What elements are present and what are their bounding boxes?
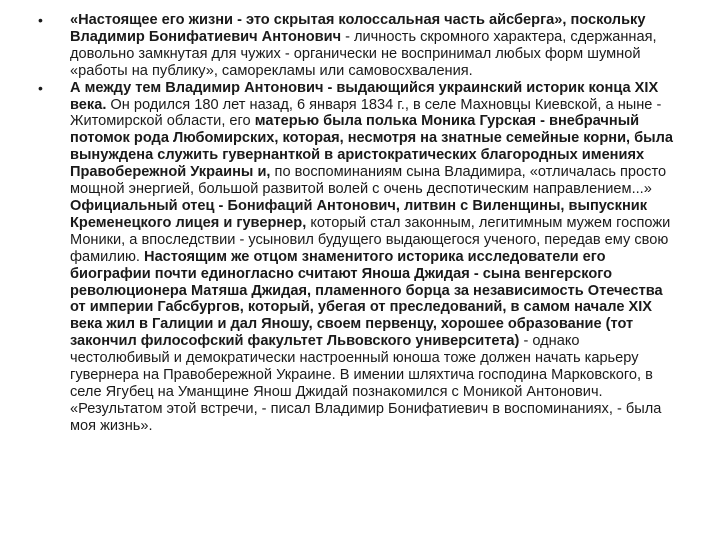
bold-text: «Настоящее его жизни - это скрытая колоссальная часть айсберга», поскольку Владимир Бонифатиевич Антонович — [70, 12, 646, 45]
bullet-item — [38, 80, 682, 435]
plain-text: - однако честолюбивый и демократически настроенный юноша тоже должен начать карьеру гувернера на Правобережной Украине. В имении шляхтича господина Марковского, в селе Ягубец на Уманщине Янош Джидай познакомился с Моникой Антонович. «Результатом этой встречи, - писал Владимир Бонифатиевич в воспоминаниях, - была моя жизнь». — [70, 333, 662, 434]
bullet-icon: • — [38, 12, 43, 28]
bold-text: Настоящим же отцом знаменитого историка исследователи его биографии почти единогласно считают Яноша Джидая - сына венгерского революционера Матяша Джидая, пламенного борца за независимость Отечества от империи Габсбургов, который, убегая от преследований, в самом начале XIX века жил в Галиции и дал Яношу, своем первенцу, хорошее образование (тот закончил философский факультет Львовского университета) — [70, 248, 663, 350]
bold-text: А между тем Владимир Антонович - выдающийся украинский историк конца XIX века. — [70, 79, 659, 113]
bullet-list — [38, 12, 682, 435]
bold-text: Официальный отец - Бонифаций Антонович, литвин с Виленщины, выпускник Кременецкого лицея и гувернер, — [70, 197, 648, 231]
bullet-item — [38, 12, 682, 80]
bullet-text — [70, 80, 673, 434]
bullet-icon: • — [38, 79, 43, 96]
bold-text: матерью была полька Моника Гурская - внебрачный потомок рода Любомирских, которая, несмотря на знатные семейные корни, была вынуждена служить гувернанткой в аристократических благородных имениях Правобережной Украины и, — [70, 113, 674, 181]
plain-text: - личность скромного характера, сдержанная, довольно замкнутая для чужих - органически не воспринимал любых форм шумной «работы на публику», саморекламы или самовосхваления. — [70, 28, 657, 79]
plain-text: который стал законным, легитимным мужем госпожи Моники, а впоследствии - усыновил будущего выдающегося ученого, передав ему свою фамилию. — [70, 214, 671, 265]
plain-text: по воспоминаниям сына Владимира, «отличалась просто мощной энергией, большой развитой волей с очень деспотическим направлением...» — [70, 164, 667, 198]
bullet-text — [70, 12, 657, 79]
plain-text: Он родился 180 лет назад, 6 января 1834 г., в селе Махновцы Киевской, а ныне - Житомирской области, его — [70, 96, 662, 130]
